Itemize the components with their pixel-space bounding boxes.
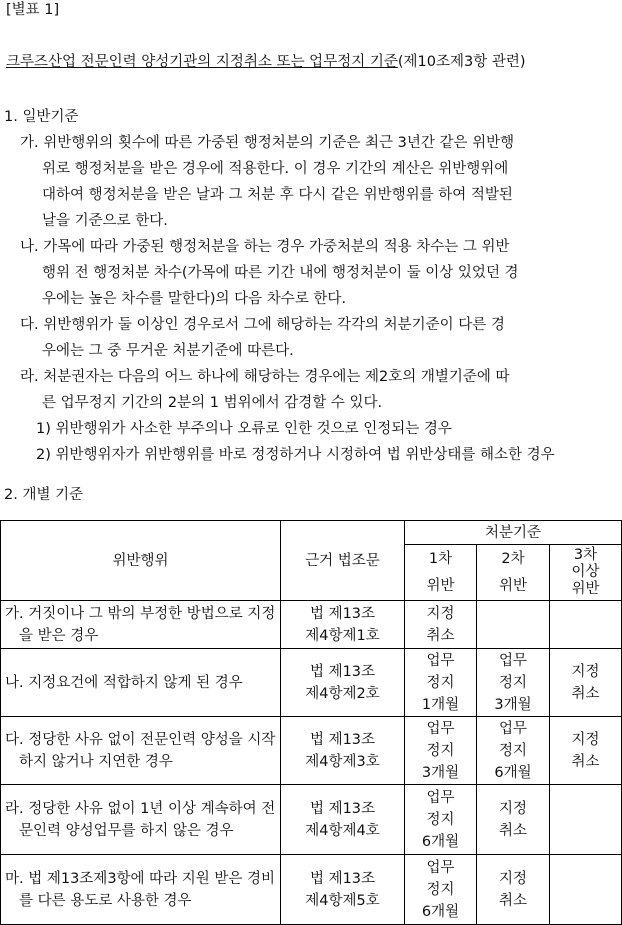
violation-cell: 라. 정당한 사유 없이 1년 이상 계속하여 전문인력 양성업무를 하지 않은 경우 (1, 785, 281, 855)
document-title (6, 52, 525, 72)
rule-da-line-2: 우에는 그 중 무거운 처분기준에 따른다. (42, 343, 294, 359)
title-main: 크루즈산업 전문인력 양성기관의 지정취소 또는 업무정지 기준 (6, 54, 398, 70)
table-row (1, 717, 622, 785)
rule-ga-line-2: 위로 행정처분을 받은 경우에 적용한다. 이 경우 기간의 계산은 위반행위에 (42, 161, 509, 177)
table-header-row (1, 521, 622, 545)
third-violation-cell (550, 785, 622, 855)
third-violation-cell (550, 601, 622, 649)
rule-ga-line-1: 가. 위반행위의 횟수에 따른 가중된 행정처분의 기준은 최근 3년간 같은 위반행 (20, 135, 515, 151)
rule-ra-line-2: 른 업무정지 기간의 2분의 1 범위에서 감경할 수 있다. (42, 395, 383, 411)
first-violation-cell: 업무 정지 1개월 (405, 649, 477, 717)
rule-ga-line-3: 대하여 행정처분을 받은 날과 그 처분 후 다시 같은 위반행위를 하여 적발된 (42, 187, 513, 203)
rule-ra-item-1: 1) 위반행위가 사소한 부주의나 오류로 인한 것으로 인정되는 경우 (36, 421, 452, 437)
basis-cell: 법 제13조 제4항제5호 (281, 855, 405, 925)
first-violation-cell: 업무 정지 3개월 (405, 717, 477, 785)
first-violation-cell: 업무 정지 6개월 (405, 785, 477, 855)
title-reference: (제10조제3항 관련) (397, 54, 526, 70)
table-row (1, 649, 622, 717)
header-second: 2차 위반 (477, 545, 550, 601)
rule-na-line-2: 행위 전 행정처분 차수(가목에 따른 기간 내에 행정처분이 둘 이상 있었던 경 (42, 265, 519, 281)
violation-cell: 나. 지정요건에 적합하지 않게 된 경우 (1, 649, 281, 717)
first-violation-cell: 지정 취소 (405, 601, 477, 649)
annex-label: [별표 1] (6, 2, 60, 18)
table-row (1, 785, 622, 855)
rule-na-line-3: 우에는 높은 차수를 말한다)의 다음 차수로 한다. (42, 291, 347, 307)
basis-cell: 법 제13조 제4항제3호 (281, 717, 405, 785)
basis-cell: 법 제13조 제4항제1호 (281, 601, 405, 649)
second-violation-cell (477, 601, 550, 649)
section2-heading: 2. 개별 기준 (4, 487, 84, 503)
violation-cell: 가. 거짓이나 그 밖의 부정한 방법으로 지정을 받은 경우 (1, 601, 281, 649)
rule-ga-line-4: 날을 기준으로 한다. (42, 213, 168, 229)
rule-na-line-1: 나. 가목에 따라 가중된 행정처분을 하는 경우 가중처분의 적용 차수는 그 위반 (20, 239, 510, 255)
table-row (1, 855, 622, 925)
second-violation-cell: 지정 취소 (477, 855, 550, 925)
basis-cell: 법 제13조 제4항제2호 (281, 649, 405, 717)
section1-heading: 1. 일반기준 (4, 109, 79, 125)
third-violation-cell: 지정 취소 (550, 649, 622, 717)
header-basis: 근거 법조문 (281, 521, 405, 601)
rule-ra-item-2: 2) 위반행위자가 위반행위를 바로 정정하거나 시정하여 법 위반상태를 해소한 경우 (36, 447, 555, 463)
header-penalty-group: 처분기준 (405, 521, 622, 545)
header-third: 3차 이상 위반 (550, 545, 622, 601)
rule-ra-line-1: 라. 처분권자는 다음의 어느 하나에 해당하는 경우에는 제2호의 개별기준에 따 (20, 369, 510, 385)
penalty-table (0, 520, 622, 925)
header-violation: 위반행위 (1, 521, 281, 601)
second-violation-cell: 지정 취소 (477, 785, 550, 855)
violation-cell: 마. 법 제13조제3항에 따라 지원 받은 경비를 다른 용도로 사용한 경우 (1, 855, 281, 925)
second-violation-cell: 업무 정지 3개월 (477, 649, 550, 717)
first-violation-cell: 업무 정지 6개월 (405, 855, 477, 925)
rule-da-line-1: 다. 위반행위가 둘 이상인 경우로서 그에 해당하는 각각의 처분기준이 다른 경 (20, 317, 505, 333)
table-row (1, 601, 622, 649)
third-violation-cell (550, 855, 622, 925)
second-violation-cell: 업무 정지 6개월 (477, 717, 550, 785)
header-first: 1차 위반 (405, 545, 477, 601)
basis-cell: 법 제13조 제4항제4호 (281, 785, 405, 855)
violation-cell: 다. 정당한 사유 없이 전문인력 양성을 시작하지 않거나 지연한 경우 (1, 717, 281, 785)
third-violation-cell: 지정 취소 (550, 717, 622, 785)
